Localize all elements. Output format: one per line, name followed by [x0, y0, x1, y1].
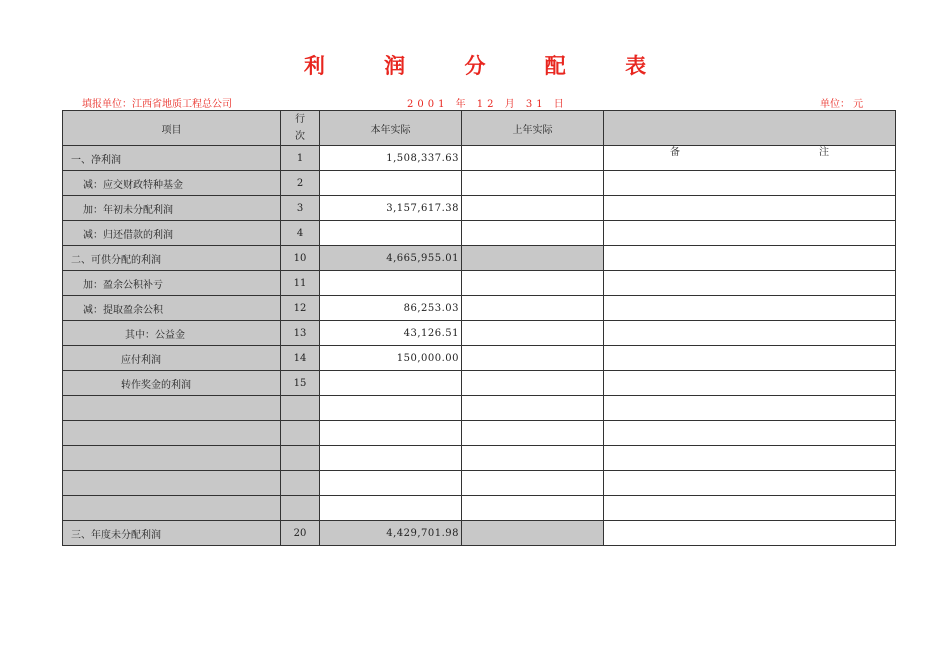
header-item: 项目 [63, 111, 281, 146]
row-line: 3 [281, 196, 320, 221]
row-current[interactable]: 3,157,617.38 [320, 196, 462, 221]
row-prior[interactable] [462, 371, 604, 396]
table-row [63, 521, 896, 546]
row-item [63, 496, 281, 521]
row-prior[interactable] [462, 396, 604, 421]
row-line: 1 [281, 146, 320, 171]
row-remark[interactable] [604, 396, 896, 421]
row-current: 4,429,701.98 [320, 521, 462, 546]
row-prior[interactable] [462, 221, 604, 246]
row-prior[interactable] [462, 321, 604, 346]
row-item: 减：提取盈余公积 [63, 296, 281, 321]
row-current: 4,665,955.01 [320, 246, 462, 271]
row-remark[interactable] [604, 346, 896, 371]
row-prior [462, 521, 604, 546]
row-current[interactable] [320, 371, 462, 396]
row-line [281, 396, 320, 421]
header-prior-year: 上年实际 [462, 111, 604, 146]
row-current[interactable]: 150,000.00 [320, 346, 462, 371]
row-remark[interactable] [604, 196, 896, 221]
row-remark[interactable] [604, 321, 896, 346]
header-remark-b: 注 [819, 147, 829, 158]
header-line-2: 次 [295, 131, 305, 142]
row-line [281, 496, 320, 521]
row-line [281, 446, 320, 471]
row-current[interactable]: 43,126.51 [320, 321, 462, 346]
row-line: 15 [281, 371, 320, 396]
table-row [63, 496, 896, 521]
currency-unit: 单位： 元 [820, 99, 864, 110]
row-prior[interactable] [462, 446, 604, 471]
profit-distribution-table [62, 110, 896, 546]
header-remark-a: 备 [670, 147, 680, 158]
table-row [63, 221, 896, 246]
row-remark[interactable] [604, 496, 896, 521]
report-date: 2001 年 12 月 31 日 [407, 99, 568, 110]
row-remark[interactable] [604, 421, 896, 446]
row-item: 其中：公益金 [63, 321, 281, 346]
table-row [63, 246, 896, 271]
row-prior[interactable] [462, 496, 604, 521]
reporting-unit: 填报单位：江西省地质工程总公司 [82, 99, 232, 110]
table-row [63, 371, 896, 396]
table-header-row [63, 111, 896, 146]
row-current[interactable] [320, 421, 462, 446]
row-line: 11 [281, 271, 320, 296]
row-remark[interactable] [604, 296, 896, 321]
row-remark[interactable] [604, 521, 896, 546]
header-remarks [604, 111, 896, 158]
row-prior [462, 246, 604, 271]
row-line: 14 [281, 346, 320, 371]
row-item: 三、年度未分配利润 [63, 521, 281, 546]
row-prior[interactable] [462, 146, 604, 171]
row-item: 加：年初未分配利润 [63, 196, 281, 221]
row-current[interactable] [320, 496, 462, 521]
header-line-no [281, 111, 320, 146]
row-item [63, 471, 281, 496]
row-current[interactable] [320, 396, 462, 421]
row-item: 一、净利润 [63, 146, 281, 171]
row-item: 应付利润 [63, 346, 281, 371]
row-current[interactable] [320, 471, 462, 496]
row-current[interactable] [320, 171, 462, 196]
table-row [63, 346, 896, 371]
table-row [63, 271, 896, 296]
row-item: 减：应交财政特种基金 [63, 171, 281, 196]
row-remark[interactable] [604, 146, 896, 171]
row-item: 加：盈余公积补亏 [63, 271, 281, 296]
row-item: 二、可供分配的利润 [63, 246, 281, 271]
table-row [63, 396, 896, 421]
row-remark[interactable] [604, 271, 896, 296]
row-remark[interactable] [604, 471, 896, 496]
table-row [63, 446, 896, 471]
row-prior[interactable] [462, 196, 604, 221]
row-prior[interactable] [462, 171, 604, 196]
row-item [63, 421, 281, 446]
row-current[interactable] [320, 271, 462, 296]
table-row [63, 471, 896, 496]
row-line [281, 421, 320, 446]
row-remark[interactable] [604, 171, 896, 196]
row-remark[interactable] [604, 246, 896, 271]
row-item: 减：归还借款的利润 [63, 221, 281, 246]
table-row [63, 171, 896, 196]
table-row [63, 146, 896, 171]
row-remark[interactable] [604, 221, 896, 246]
row-remark[interactable] [604, 446, 896, 471]
row-item [63, 396, 281, 421]
report-title: 利 润 分 配 表 [303, 54, 673, 78]
row-line: 13 [281, 321, 320, 346]
row-prior[interactable] [462, 296, 604, 321]
row-remark[interactable] [604, 371, 896, 396]
row-current[interactable] [320, 221, 462, 246]
row-line: 4 [281, 221, 320, 246]
row-current[interactable] [320, 446, 462, 471]
row-prior[interactable] [462, 271, 604, 296]
row-line [281, 471, 320, 496]
row-item [63, 446, 281, 471]
header-current-year: 本年实际 [320, 111, 462, 146]
row-line: 20 [281, 521, 320, 546]
table-row [63, 321, 896, 346]
row-line: 12 [281, 296, 320, 321]
table-row [63, 421, 896, 446]
table-row [63, 296, 896, 321]
row-line: 2 [281, 171, 320, 196]
row-item: 转作奖金的利润 [63, 371, 281, 396]
table-row [63, 196, 896, 221]
header-line-1: 行 [295, 114, 305, 125]
row-prior[interactable] [462, 421, 604, 446]
row-current[interactable]: 86,253.03 [320, 296, 462, 321]
row-prior[interactable] [462, 346, 604, 371]
row-line: 10 [281, 246, 320, 271]
row-prior[interactable] [462, 471, 604, 496]
row-current[interactable]: 1,508,337.63 [320, 146, 462, 171]
